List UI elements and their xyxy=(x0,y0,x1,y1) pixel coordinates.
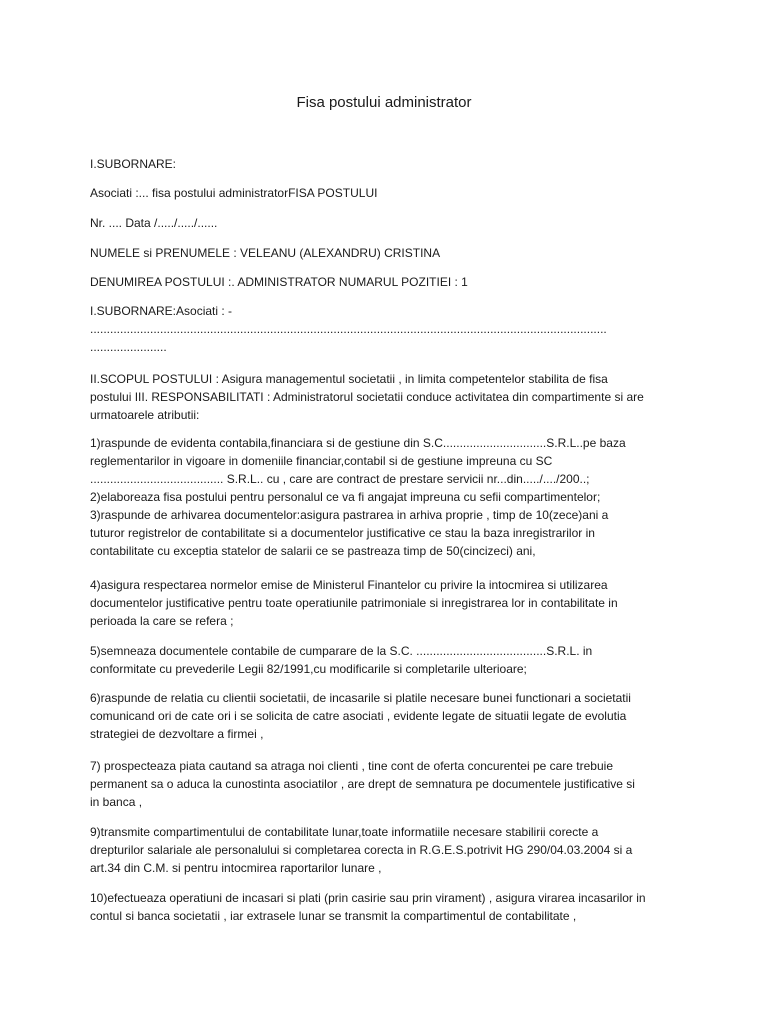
subordonare-heading: I.SUBORNARE: xyxy=(90,157,177,171)
scopul-postului: II.SCOPUL POSTULUI : Asigura managementul societatii , in limita competentelor stabilita de fisa postului III. RESPONSABILITATI : Administratorul societatii conduce activitatea din compartimente si are urmatoarele atributii: xyxy=(90,372,644,422)
numele-line: NUMELE si PRENUMELE : VELEANU (ALEXANDRU) CRISTINA xyxy=(90,246,441,260)
atributia-9: 9)transmite compartimentului de contabilitate lunar,toate informatiile necesare stabilirii corecte a drepturilor salariale ale personalului si completarea corecta in R.G.E.S.potrivit HG 290/04.03.2004 si a art.34 din C.M. si pentru intocmirea raportarilor lunare , xyxy=(90,825,633,875)
atributia-5: 5)semneaza documentele contabile de cumparare de la S.C. .......................................S.R.L. in conformitate cu prevederile Legii 82/1991,cu modificarile si completarile ulterioare; xyxy=(90,644,593,676)
nr-data-line: Nr. .... Data /...../...../...... xyxy=(90,216,218,230)
document-title: Fisa postului administrator xyxy=(296,94,472,111)
subordonare-asociati: I.SUBORNARE:Asociati : - ........................................................................................................................................................... ....................... xyxy=(90,304,607,354)
atributii-1-3: 1)raspunde de evidenta contabila,financiara si de gestiune din S.C...............................S.R.L..pe baza reglementarilor in vigoare in domeniile financiar,contabil si de gestiune impreuna cu SC ........................................ S.R.L.. cu , care are contract de prestare servicii nr...din...../..../200..; 2)elaboreaza fisa postului pentru personalul ce va fi angajat impreuna cu sefii compartimentelor; 3)raspunde de arhivarea documentelor:asigura pastrarea in arhiva proprie , timp de 10(zece)ani a tuturor registrelor de contabilitate si a documentelor justificative ce stau la baza inregistrarilor in contabilitate cu exceptia statelor de salarii ce se pastreaza timp de 50(cincizeci) ani, xyxy=(90,436,626,558)
atributia-7: 7) prospecteaza piata cautand sa atraga noi clienti , tine cont de oferta concurentei pe care trebuie permanent sa o aduca la cunostinta asociatilor , are drept de semnatura pe documentele justificative si in banca , xyxy=(90,759,635,809)
asociati-line: Asociati :... fisa postului administratorFISA POSTULUI xyxy=(90,186,378,200)
denumirea-line: DENUMIREA POSTULUI :. ADMINISTRATOR NUMARUL POZITIEI : 1 xyxy=(90,275,468,289)
atributia-6: 6)raspunde de relatia cu clientii societatii, de incasarile si platile necesare bunei functionari a societatii comunicand ori de cate ori i se solicita de catre asociati , evidente legate de situatii legate de evolutia strategiei de dezvoltare a firmei , xyxy=(90,691,631,741)
atributia-10: 10)efectueaza operatiuni de incasari si plati (prin casirie sau prin virament) , asigura virarea incasarilor in contul si banca societatii , iar extrasele lunar se transmit la compartimentul de contabilitate , xyxy=(90,891,646,923)
atributia-4: 4)asigura respectarea normelor emise de Ministerul Finantelor cu privire la intocmirea si utilizarea documentelor justificative pentru toate operatiunile patrimoniale si inregistrarea lor in contabilitate in perioada la care se refera ; xyxy=(90,578,618,628)
